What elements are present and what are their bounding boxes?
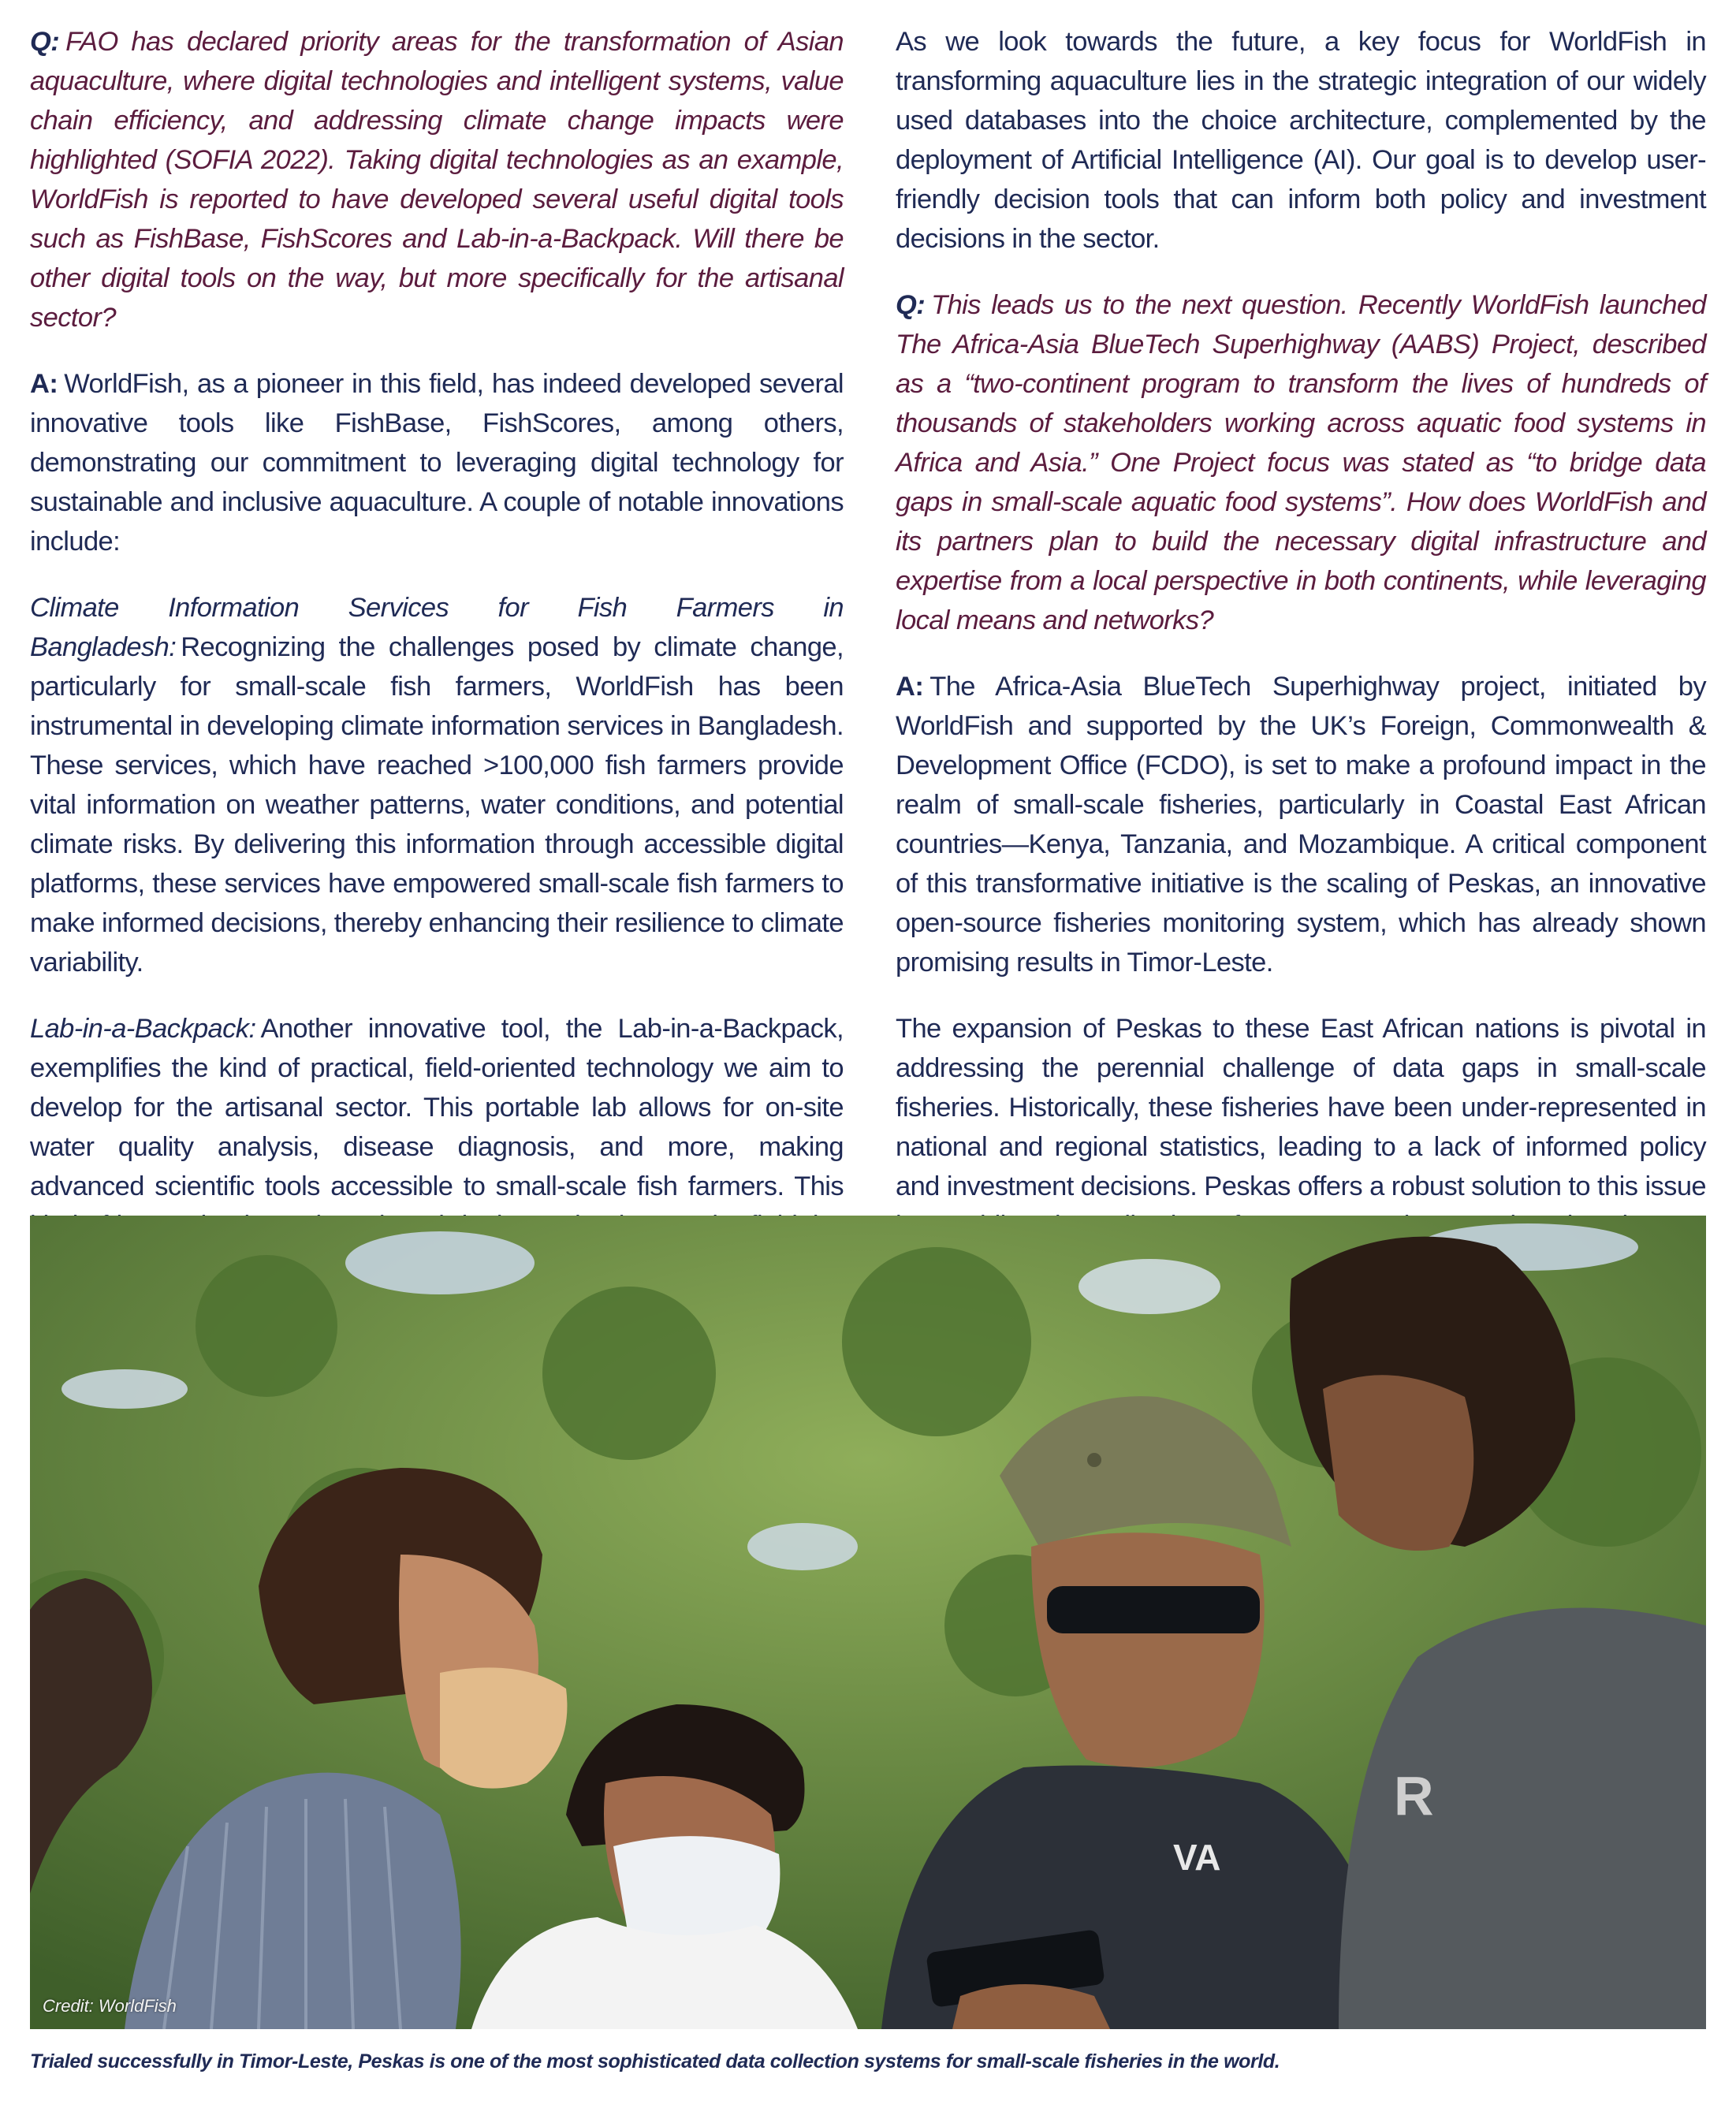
lab-text: Another innovative tool, the Lab-in-a-Backpack, exemplifies the kind of practical, field-oriented technology we aim to develop for the artisanal sector. This portable lab allows for on-site water quality analysis, disease diagnosis, and more, making advanced scientific tools accessible to small-scale fish farmers. This bbox=[30, 1014, 844, 1201]
expansion-text: The expansion of Peskas to these East African nations is pivotal in addressing the perennial challenge of data gaps in small-scale fisheries. Historically, these fisheries have been under-represented in national and regional statistics, leading to a lack of informed policy and investment decisions. Peskas offers a robust solution to this issue bbox=[896, 1014, 1706, 1201]
climate-lead: Climate Information Services for Fish Farmers in Bangladesh: bbox=[30, 593, 844, 662]
jacket-logo: VA bbox=[1173, 1837, 1221, 1878]
photo-caption: Trialed successfully in Timor-Leste, Peskas is one of the most sophisticated data collection systems for small-scale fisheries in the world. bbox=[30, 2050, 1280, 2072]
answer-1-label: A: bbox=[30, 369, 58, 399]
answer-2-label: A: bbox=[896, 672, 924, 702]
left-column bbox=[30, 22, 844, 1351]
man-sunglasses bbox=[1047, 1586, 1260, 1633]
cap-button bbox=[1087, 1453, 1101, 1467]
photo-fishers-with-phone bbox=[30, 1216, 1706, 2029]
question-2-text: This leads us to the next question. Recently WorldFish launched The Africa-Asia BlueTech Superhighway (AABS) Project, described as a “two-continent program to transform the lives of hundreds of thousands of stakeholders working across aquatic food systems in Africa and Asia.” One Project focus was stated as “to bridge data gaps in small-scale aquatic food systems”. How does WorldFish and its partners plan to build the necessary digital infrastructure and expertise from a local perspective in both continents, while leveraging local means and networks? bbox=[896, 290, 1706, 635]
question-1-text: FAO has declared priority areas for the transformation of Asian aquaculture, where digital technologies and intelligent systems, value chain efficiency, and addressing climate change impacts were highlighted (SOFIA 2022). Taking digital technologies as an example, WorldFish is reported to have developed several useful digital tools such as FishBase, FishScores and Lab-in-a-Backpack. Will there be other digital tools on the way, but more specifically for the artisanal sector? bbox=[30, 27, 844, 333]
question-2-label: Q: bbox=[896, 290, 926, 320]
photo-illustration bbox=[30, 1216, 1706, 2029]
question-1 bbox=[30, 22, 844, 337]
climate-paragraph bbox=[30, 588, 844, 982]
future-paragraph bbox=[896, 22, 1706, 259]
answer-2-text: The Africa-Asia BlueTech Superhighway project, initiated by WorldFish and supported by the UK’s Foreign, Commonwealth & Development Office (FCDO), is set to make a profound impact in the realm of small-scale fisheries, particularly in Coastal East African countries—Kenya, Tanzania, and Mozambique. A critical component of this transformative initiative is the scaling of Peskas, an innovative open-source fisheries monitoring system, which has already shown promising results in Timor-Leste. bbox=[896, 672, 1706, 978]
answer-1-text: WorldFish, as a pioneer in this field, has indeed developed several innovative tools like FishBase, FishScores, among others, demonstrating our commitment to leveraging digital technology for sustainable and inclusive aquaculture. A couple of notable innovations include: bbox=[30, 369, 844, 557]
answer-1 bbox=[30, 364, 844, 561]
question-1-label: Q: bbox=[30, 27, 60, 57]
future-text: As we look towards the future, a key focus for WorldFish in transforming aquaculture lies in the strategic integration of our widely used databases into the choice architecture, complemented by the deployment of Artificial Intelligence (AI). Our goal is to develop user-friendly decision tools that can inform both policy and investment decisions in the sector. bbox=[896, 27, 1706, 254]
answer-2 bbox=[896, 667, 1706, 982]
shirt-print: R bbox=[1394, 1765, 1434, 1827]
photo-credit: Credit: WorldFish bbox=[43, 1996, 177, 2016]
lab-lead: Lab-in-a-Backpack: bbox=[30, 1014, 256, 1044]
question-2 bbox=[896, 285, 1706, 640]
right-column bbox=[896, 22, 1706, 1351]
climate-text: Recognizing the challenges posed by climate change, particularly for small-scale fish farmers, WorldFish has been instrumental in developing climate information services in Bangladesh. These services, which have reached >100,000 fish farmers provide vital information on weather patterns, water conditions, and potential climate risks. By delivering this information through accessible digital platforms, these services have empowered small-scale fish farmers to make informed decisions, thereby enhancing their resilience to climate variability. bbox=[30, 632, 844, 978]
